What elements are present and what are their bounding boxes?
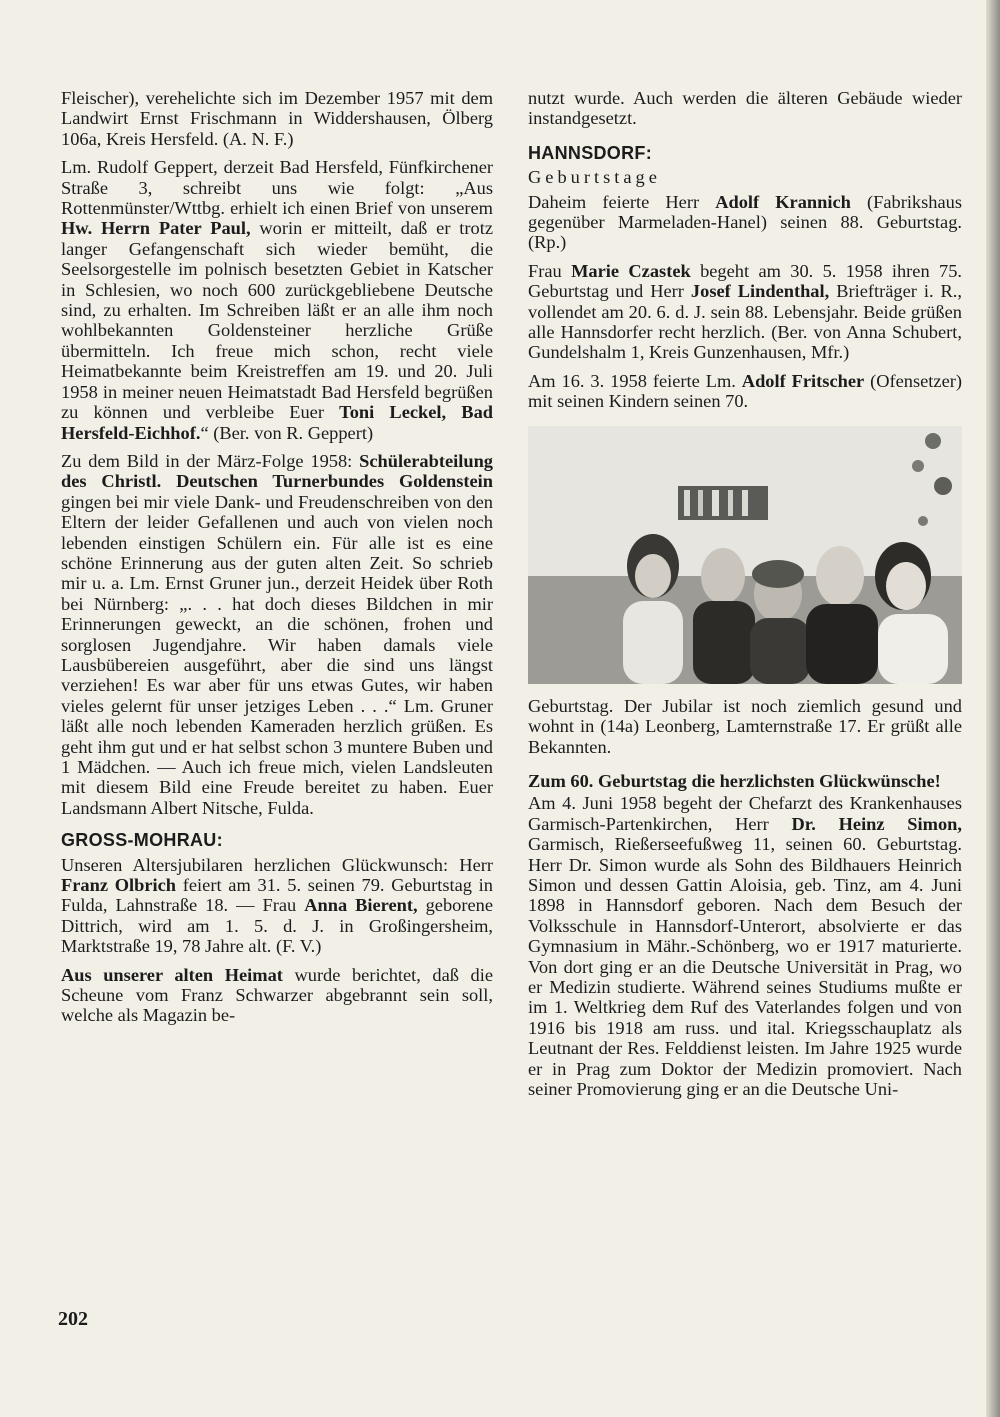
group-photo xyxy=(528,426,962,684)
paragraph: Am 16. 3. 1958 feierte Lm. Adolf Fritscher (Ofensetzer) mit seinen Kindern seinen 70. xyxy=(528,370,962,412)
photo-illustration xyxy=(528,426,962,684)
paragraph: Aus unserer alten Heimat wurde berichtet, daß die Scheune vom Franz Schwarzer abgebrannt sein soll, welche als Magazin be- xyxy=(61,964,493,1026)
page-number: 202 xyxy=(58,1308,88,1330)
paragraph: Fleischer), verehelichte sich im Dezember 1957 mit dem Landwirt Ernst Frischmann in Widdershausen, Ölberg 106a, Kreis Hersfeld. (A. N. F.) xyxy=(61,88,493,149)
paragraph: Lm. Rudolf Geppert, derzeit Bad Hersfeld, Fünfkirchener Straße 3, schreibt uns wie folgt: „Aus Rottenmünster/Wttbg. erhielt ich einen Brief von unserem Hw. Herrn Pater Paul, worin er mitteilt, daß er trotz langer Gefangenschaft sich wieder bemüht, die Seelsorgestelle im polnisch besetzten Gebiet in Katscher in Schlesien, wo noch 600 zurückgebliebene Deutsche sind, zu erhalten. Im Schreiben läßt er an alle ihm noch wohlbekannten Goldensteiner herzliche Grüße übermitteln. Ich freue mich schon, recht viele Heimatbekannte beim Kreistreffen am 19. und 20. Juli 1958 in meiner neuen Heimatstadt Bad Hersfeld begrüßen zu können und verbleibe Euer Toni Leckel, Bad Hersfeld-Eichhof.“ (Ber. von R. Geppert) xyxy=(61,157,493,443)
paragraph: nutzt wurde. Auch werden die älteren Gebäude wieder instandgesetzt. xyxy=(528,88,962,129)
article-heading: Zum 60. Geburtstag die herzlichsten Glückwünsche! xyxy=(528,770,941,791)
sub-heading: Geburtstage xyxy=(528,167,661,188)
paragraph: Daheim feierte Herr Adolf Krannich (Fabrikshaus gegenüber Marmeladen-Hanel) seinen 88. Geburtstag. (Rp.) xyxy=(528,191,962,253)
paragraph: Geburtstag. Der Jubilar ist noch ziemlich gesund und wohnt in (14a) Leonberg, Lamternstraße 17. Er grüßt alle Bekannten. xyxy=(528,695,962,757)
right-column xyxy=(528,88,962,1099)
section-heading: GROSS-MOHRAU: xyxy=(61,830,223,851)
paragraph: Am 4. Juni 1958 begeht der Chefarzt des Krankenhauses Garmisch-Partenkirchen, Herr Dr. Heinz Simon, Garmisch, Rießerseefußweg 11, seinen 60. Geburtstag. Herr Dr. Simon wurde als Sohn des Bildhauers Heinrich Simon und dessen Gattin Aloisia, geb. Tinz, am 4. Juni 1898 in Hannsdorf geboren. Nach dem Besuch der Volksschule in Hannsdorf-Unterort, absolvierte er das Gymnasium in Mähr.-Schönberg, wo er 1917 maturierte. Von dort ging er an die Deutsche Universität in Prag, wo er Medizin studierte. Während seines Studiums mußte er im 1. Weltkrieg dem Ruf des Vaterlandes folgen und von 1916 bis 1918 am russ. und ital. Kriegsschauplatz als Leutnant der Res. Felddienst leisten. Im Jahre 1925 wurde er in Prag zum Doktor der Medizin promoviert. Nach seiner Promovierung ging er an die Deutsche Uni- xyxy=(528,793,962,1099)
paragraph: Unseren Altersjubilaren herzlichen Glückwunsch: Herr Franz Olbrich feiert am 31. 5. seinen 79. Geburtstag in Fulda, Lahnstraße 18. — Frau Anna Bierent, geborene Dittrich, wird am 1. 5. d. J. in Großingersheim, Marktstraße 19, 78 Jahre alt. (F. V.) xyxy=(61,854,494,957)
section-heading: HANNSDORF: xyxy=(528,142,652,163)
left-column xyxy=(61,88,493,1026)
paragraph: Frau Marie Czastek begeht am 30. 5. 1958 ihren 75. Geburtstag und Herr Josef Lindenthal, Briefträger i. R., vollendet am 20. 6. d. J. sein 88. Lebensjahr. Beide grüßen alle Hannsdorfer recht herzlich. (Ber. von Anna Schubert, Gundelshalm 1, Kreis Gunzenhausen, Mfr.) xyxy=(528,260,962,363)
paragraph: Zu dem Bild in der März-Folge 1958: Schülerabteilung des Christl. Deutschen Turnerbundes Goldenstein gingen bei mir viele Dank- und Freudenschreiben von den Eltern der leider Gefallenen und auch von vielen noch lebenden einstigen Schülern ein. Für alle ist es eine schöne Erinnerung aus der guten alten Zeit. So schrieb mir u. a. Lm. Ernst Gruner jun., derzeit Heidek über Roth bei Nürnberg: „. . . hat doch dieses Bildchen in mir Erinnerungen geweckt, an die schönen, frohen und sorglosen Jugendjahre. Wir haben damals viele Lausbübereien ausgeführt, aber die sind uns längst verziehen! Es war aber für uns etwas Gutes, wir haben vieles gelernt für unser jetziges Leben . . .“ Lm. Gruner läßt alle noch lebenden Kameraden herzlich grüßen. Es geht ihm gut und er hat selbst schon 3 muntere Buben und 1 Mädchen. — Auch ich freue mich, vielen Landsleuten mit diesem Bild eine Freude bereitet zu haben. Euer Landsmann Albert Nitsche, Fulda. xyxy=(61,450,493,818)
page-edge xyxy=(986,0,1000,1417)
